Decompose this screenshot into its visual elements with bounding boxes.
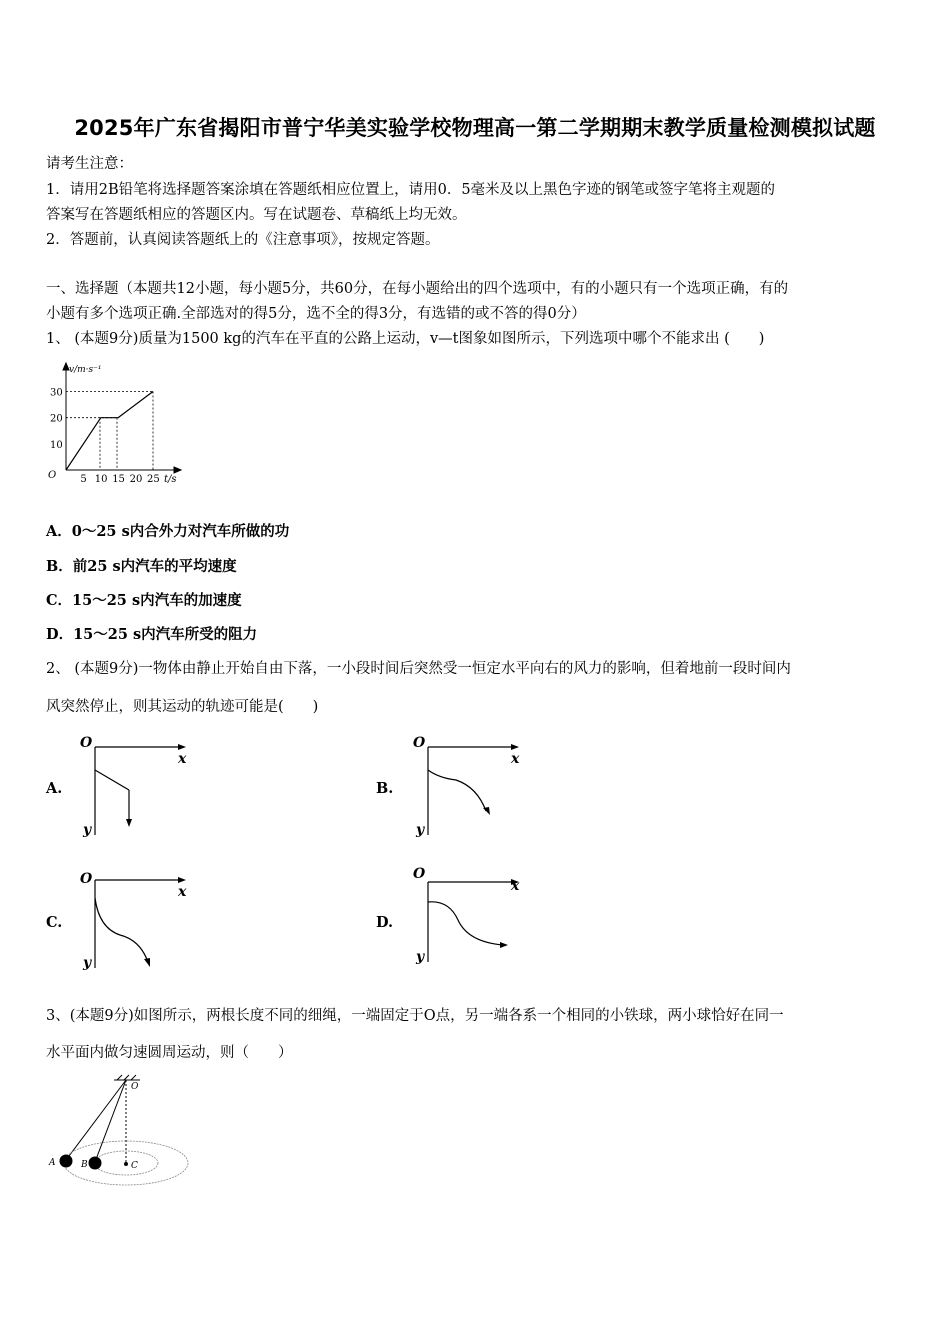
q1-option-a: A．0～25 s内合外力对汽车所做的功 xyxy=(46,523,290,540)
q3-ball-b xyxy=(89,1157,102,1170)
q1-y-tick-label: 20 xyxy=(50,413,63,425)
q3-pendulum-diagram xyxy=(46,1075,196,1195)
section-instructions-line-2: 小题有多个选项正确.全部选对的得5分，选不全的得3分，有选错的或不答的得0分） xyxy=(46,306,586,322)
q1-y-tick-label: 10 xyxy=(50,439,63,451)
q1-guide-lines xyxy=(66,392,153,471)
notice-heading: 请考生注意： xyxy=(46,156,133,172)
q2-b-origin: O xyxy=(413,735,426,751)
q3-label-b: B xyxy=(81,1160,88,1170)
q2-a-origin: O xyxy=(80,735,93,751)
q1-x-tick-label: 10 xyxy=(94,474,108,485)
notice-item-1-line-2: 答案写在答题纸相应的答题区内。写在试题卷、草稿纸上均无效。 xyxy=(46,207,467,223)
q1-x-tick-label: 15 xyxy=(112,474,125,485)
q3-ball-a xyxy=(60,1155,73,1168)
q1-axes xyxy=(63,363,181,473)
q2-b-x-label: x xyxy=(511,751,520,767)
notice-item-1-line-1: 1．请用2B铅笔将选择题答案涂填在答题纸相应位置上，请用0．5毫米及以上黑色字迹的钢笔或签字笔将主观题的 xyxy=(46,182,776,198)
q1-y-tick-label: 30 xyxy=(50,387,63,399)
q2-d-origin: O xyxy=(413,866,426,882)
q1-x-axis-label: t/s xyxy=(164,474,177,485)
q2-d-y-label: y xyxy=(416,949,425,965)
q2-a-x-label: x xyxy=(178,751,187,767)
q2-stem-line-2: 风突然停止，则其运动的轨迹可能是( ) xyxy=(46,699,319,715)
q3-stem-line-1: 3、(本题9分)如图所示，两根长度不同的细绳，一端固定于O点，另一端各系一个相同的小铁球，两小球恰好在同一 xyxy=(46,1008,784,1024)
q3-label-c: C xyxy=(131,1161,138,1171)
q1-stem: 1、 (本题9分)质量为1500 kg的汽车在平直的公路上运动，v—t图象如图所示，下列选项中哪个不能求出 ( ) xyxy=(46,331,765,347)
q3-stem-line-2: 水平面内做匀速圆周运动，则（ ） xyxy=(46,1045,293,1061)
q2-c-x-label: x xyxy=(178,884,187,900)
q1-vt-graph xyxy=(46,362,186,487)
q1-option-d: D．15～25 s内汽车所受的阻力 xyxy=(46,626,258,643)
q2-c-origin: O xyxy=(80,871,93,887)
q2-d-x-label: x xyxy=(511,878,520,894)
q2-option-d-diagram xyxy=(411,862,531,967)
q3-center-c xyxy=(124,1162,128,1166)
q1-origin-label: O xyxy=(48,470,57,481)
q2-option-a-label: A. xyxy=(46,780,63,797)
q1-option-c: C．15～25 s内汽车的加速度 xyxy=(46,592,242,609)
q2-c-y-label: y xyxy=(83,955,92,971)
q1-option-b: B．前25 s内汽车的平均速度 xyxy=(46,558,237,575)
notice-item-2: 2．答题前，认真阅读答题纸上的《注意事项》，按规定答题。 xyxy=(46,232,440,248)
q1-y-axis-label: v/m·s⁻¹ xyxy=(69,365,102,375)
q1-velocity-line xyxy=(66,392,153,471)
q2-option-c-diagram xyxy=(78,868,198,973)
q2-option-d-label: D. xyxy=(376,914,394,931)
q2-b-y-label: y xyxy=(416,822,425,838)
q2-option-b-label: B. xyxy=(376,780,394,797)
page-title: 2025年广东省揭阳市普宁华美实验学校物理高一第二学期期末教学质量检测模拟试题 xyxy=(74,116,876,140)
q2-a-y-label: y xyxy=(83,822,92,838)
q2-option-b-diagram xyxy=(411,735,531,840)
q2-option-c-label: C. xyxy=(46,914,63,931)
q3-label-a: A xyxy=(49,1158,56,1168)
q2-stem-line-1: 2、 (本题9分)一物体由静止开始自由下落，一小段时间后突然受一恒定水平向右的风力的影响，但着地前一段时间内 xyxy=(46,661,791,677)
q3-label-o: O xyxy=(131,1082,139,1092)
q1-x-tick-label: 5 xyxy=(80,474,87,485)
q2-option-a-diagram xyxy=(78,735,198,840)
section-instructions-line-1: 一、选择题（本题共12小题，每小题5分，共60分，在每小题给出的四个选项中，有的小题只有一个选项正确，有的 xyxy=(46,281,789,297)
q1-x-tick-label: 25 xyxy=(147,474,160,485)
q1-x-tick-label: 20 xyxy=(129,474,143,485)
